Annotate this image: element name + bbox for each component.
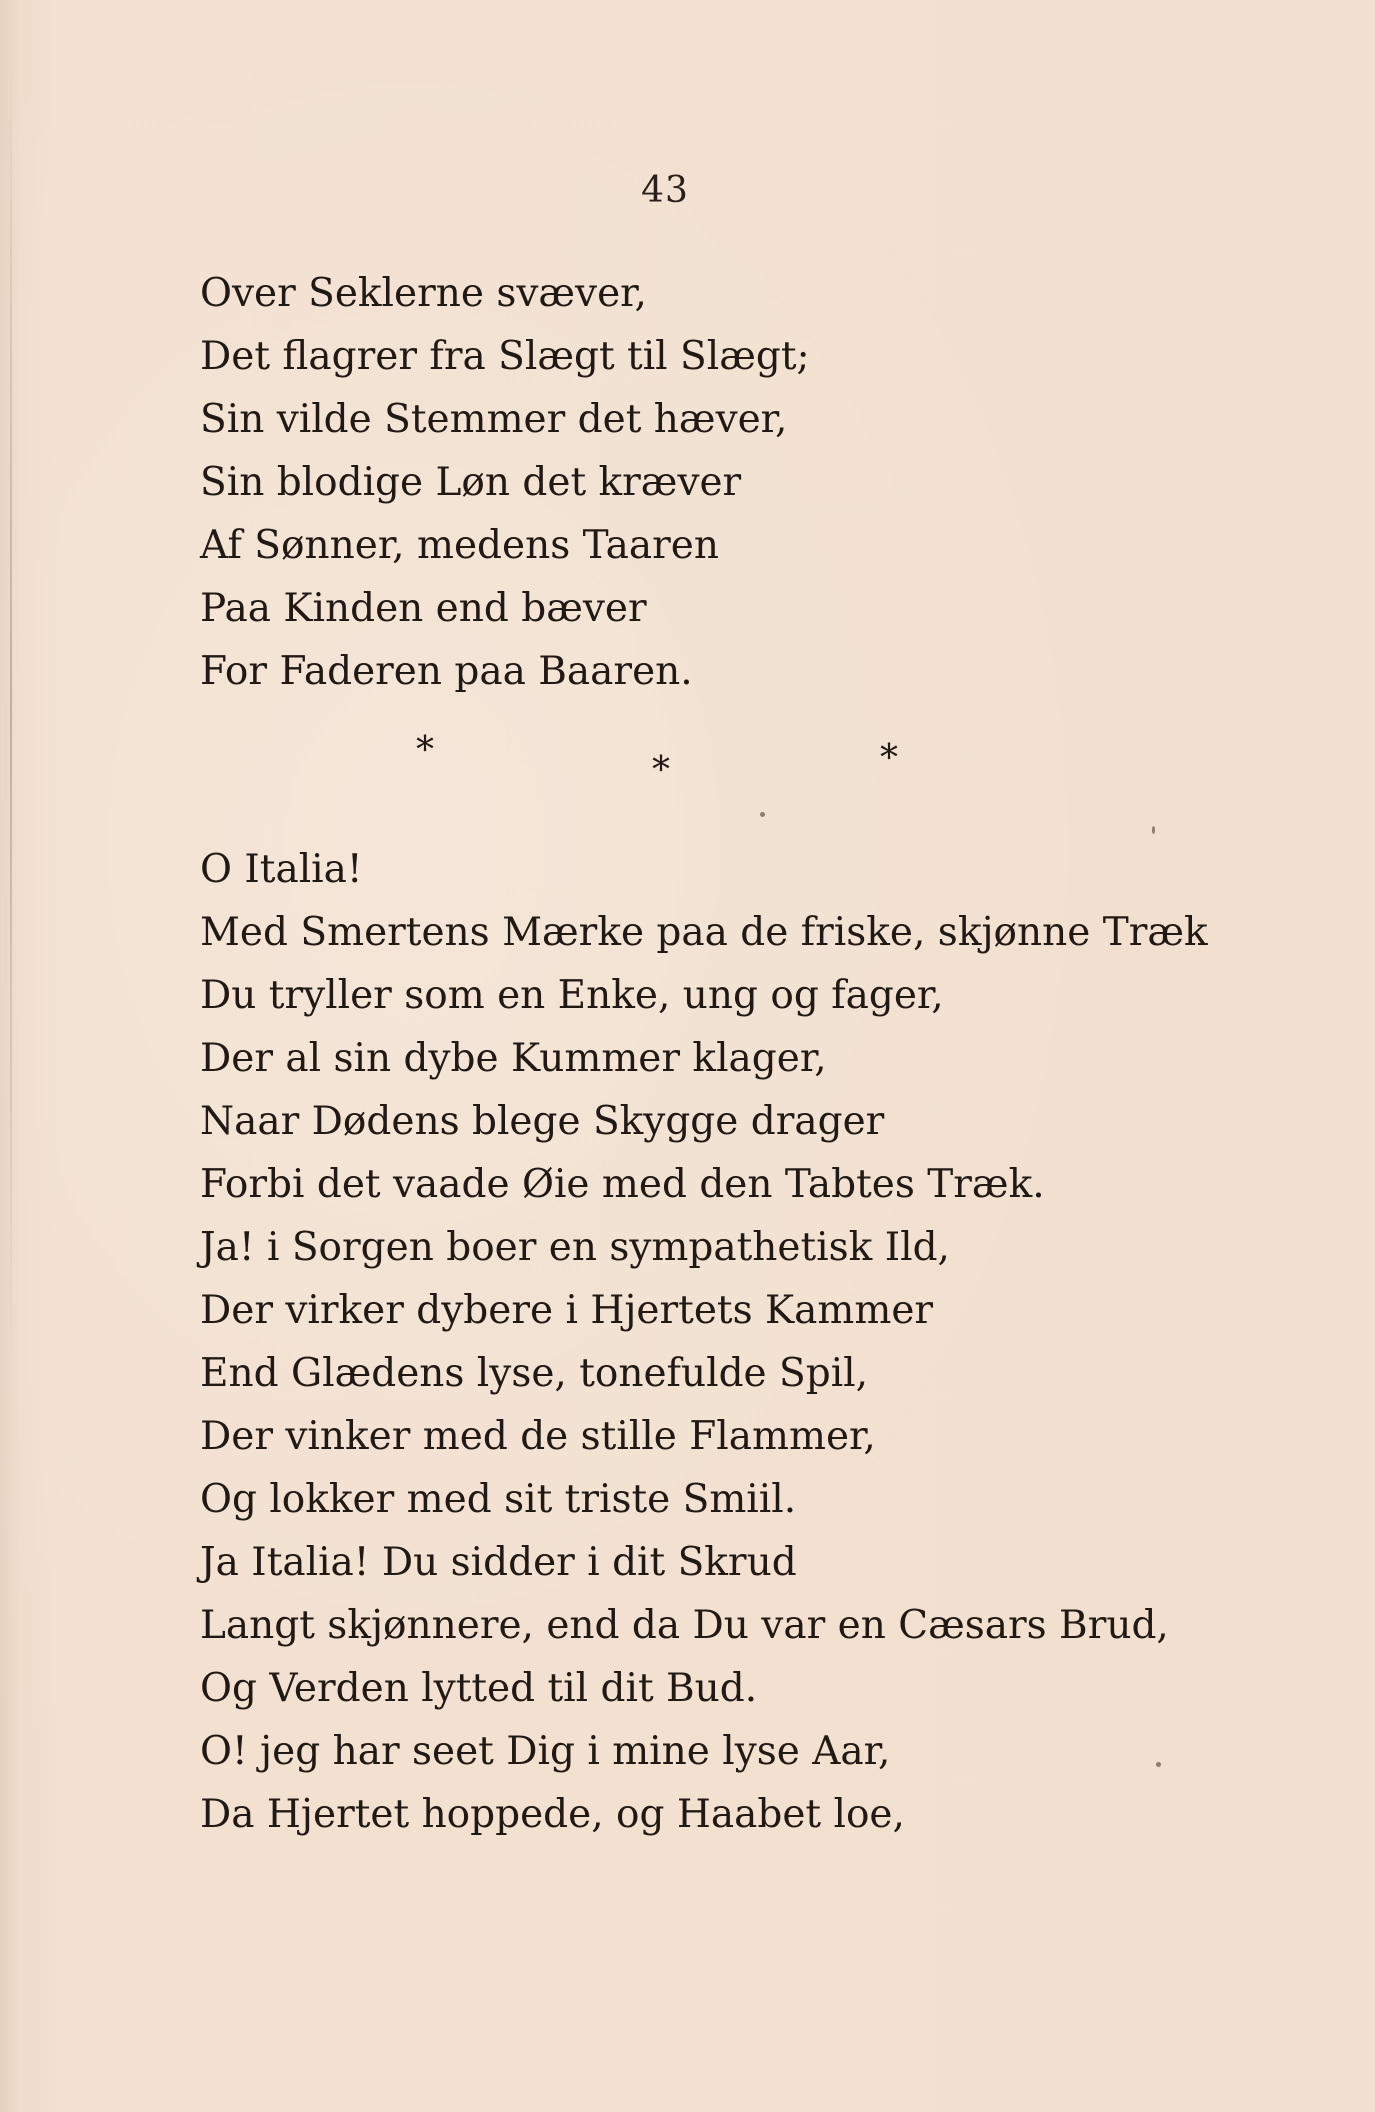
asterisk-mark: * — [652, 750, 670, 791]
poem-line: Ja Italia! Du sidder i dit Skrud — [200, 1540, 797, 1585]
poem-line: Ja! i Sorgen boer en sympathetisk Ild, — [200, 1225, 950, 1270]
poem-line: Det flagrer fra Slægt til Slægt; — [200, 334, 810, 379]
section-separator — [0, 730, 1375, 790]
poem-line: Der al sin dybe Kummer klager, — [200, 1036, 827, 1081]
binding-gutter — [10, 60, 12, 1360]
asterisk-mark: * — [880, 738, 898, 779]
poem-stanza-1 — [200, 262, 810, 703]
poem-stanza-2 — [200, 838, 1208, 1846]
poem-line: End Glædens lyse, tonefulde Spil, — [200, 1351, 869, 1396]
poem-line: Paa Kinden end bæver — [200, 586, 647, 631]
paper-speck — [760, 812, 765, 817]
poem-line: Med Smertens Mærke paa de friske, skjønne Træk — [200, 910, 1208, 955]
asterisk-mark: * — [416, 730, 434, 771]
poem-line: Over Seklerne svæver, — [200, 271, 647, 316]
poem-line: Og lokker med sit triste Smiil. — [200, 1477, 797, 1522]
paper-speck — [1152, 826, 1155, 834]
poem-line: O Italia! — [200, 847, 363, 892]
poem-line: Og Verden lytted til dit Bud. — [200, 1666, 758, 1711]
poem-line: Forbi det vaade Øie med den Tabtes Træk. — [200, 1162, 1045, 1207]
poem-line: For Faderen paa Baaren. — [200, 649, 693, 694]
paper-speck — [1156, 1762, 1161, 1767]
poem-line: Langt skjønnere, end da Du var en Cæsars Brud, — [200, 1603, 1169, 1648]
poem-line: Der virker dybere i Hjertets Kammer — [200, 1288, 934, 1333]
poem-line: Da Hjertet hoppede, og Haabet loe, — [200, 1792, 905, 1837]
poem-line: Der vinker med de stille Flammer, — [200, 1414, 876, 1459]
page-number: 43 — [641, 170, 689, 211]
poem-line: Sin vilde Stemmer det hæver, — [200, 397, 788, 442]
poem-line: Af Sønner, medens Taaren — [200, 523, 719, 568]
poem-line: O! jeg har seet Dig i mine lyse Aar, — [200, 1729, 891, 1774]
poem-line: Naar Dødens blege Skygge drager — [200, 1099, 885, 1144]
poem-line: Du tryller som en Enke, ung og fager, — [200, 973, 944, 1018]
poem-line: Sin blodige Løn det kræver — [200, 460, 742, 505]
